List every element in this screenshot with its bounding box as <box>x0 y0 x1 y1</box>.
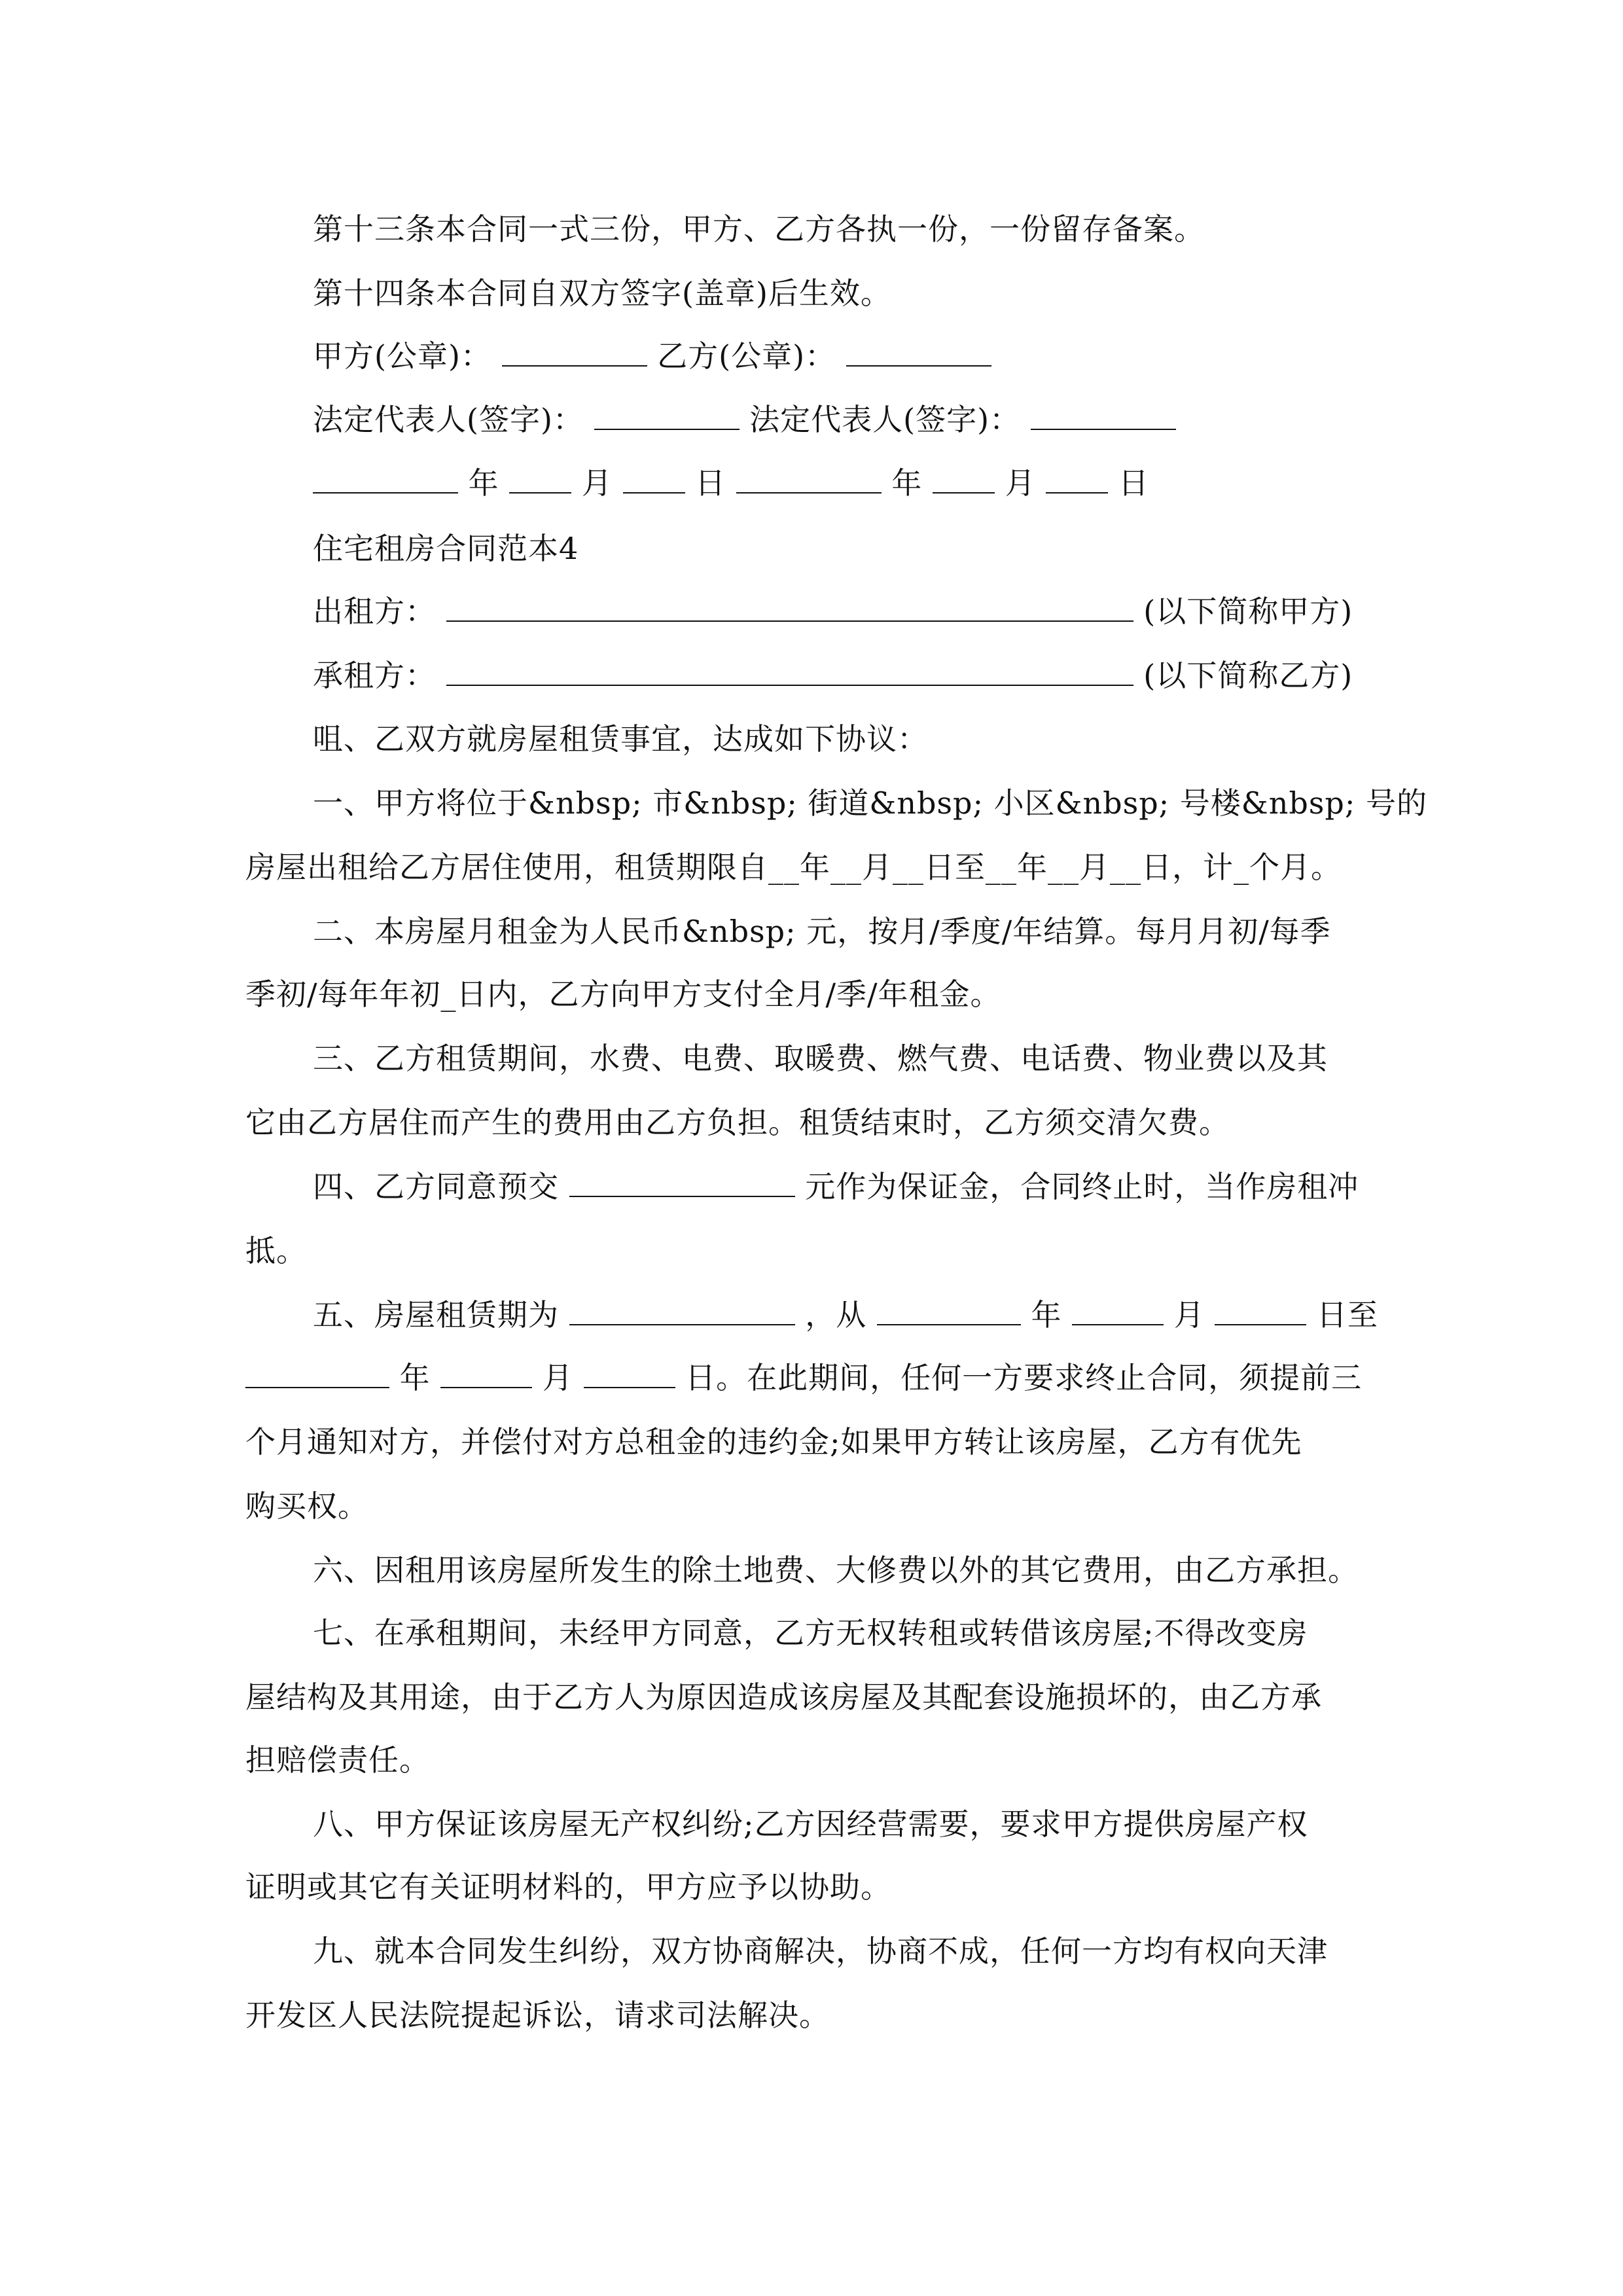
clause-13 <box>313 209 1465 249</box>
clause-4-text-1: 四、乙方同意预交 <box>313 1169 559 1204</box>
date-a-day: 日 <box>695 465 726 501</box>
date-b-month-blank <box>933 463 995 493</box>
clause-4-line-2 <box>245 1230 1397 1271</box>
clause-2-text-2: 季初/每年年初_日内，乙方向甲方支付全月/季/年租金。 <box>245 977 1001 1012</box>
lessor-line <box>313 591 1465 632</box>
clause-7-text-3: 担赔偿责任。 <box>245 1742 430 1778</box>
lessee-label: 承租方： <box>313 658 436 693</box>
clause-6-line-1 <box>313 1550 1465 1590</box>
clause-3-text-1: 三、乙方租赁期间，水费、电费、取暖费、燃气费、电话费、物业费以及其 <box>313 1041 1328 1076</box>
clause-13-text: 第十三条本合同一式三份，甲方、乙方各执一份，一份留存备案。 <box>313 211 1205 247</box>
party-b-representative-label: 法定代表人(签字)： <box>749 402 1021 437</box>
end-month: 月 <box>542 1360 573 1395</box>
agreement-intro-text: 咀、乙双方就房屋租赁事宜，达成如下协议： <box>313 721 928 757</box>
clause-5-text-4: 个月通知对方，并偿付对方总租金的违约金;如果甲方转让该房屋，乙方有优先 <box>245 1424 1302 1460</box>
party-b-seal-blank <box>846 336 991 367</box>
clause-4-text-3: 抵。 <box>245 1233 307 1268</box>
clause-5-line-3 <box>245 1422 1397 1462</box>
clause-1-text-1: 一、甲方将位于&nbsp; 市&nbsp; 街道&nbsp; 小区&nbsp; 号楼&nbsp; 号的 <box>313 785 1427 821</box>
end-year-blank <box>245 1358 389 1388</box>
clause-5-text-3: 日。在此期间，任何一方要求终止合同，须提前三 <box>685 1360 1363 1395</box>
end-month-blank <box>440 1358 532 1388</box>
clause-2-line-1 <box>313 911 1465 952</box>
party-b-seal-label: 乙方(公章)： <box>657 338 836 374</box>
lease-term-blank <box>569 1295 795 1325</box>
lessee-line <box>313 655 1465 696</box>
date-a-month-blank <box>509 463 571 493</box>
party-a-representative-label: 法定代表人(签字)： <box>313 402 584 437</box>
clause-14 <box>313 273 1465 314</box>
date-a-day-blank <box>623 463 685 493</box>
deposit-blank <box>569 1167 795 1197</box>
clause-7-line-3 <box>245 1740 1397 1780</box>
clause-4-text-2: 元作为保证金，合同终止时，当作房租冲 <box>805 1169 1359 1204</box>
section-title <box>313 528 1465 569</box>
clause-2-line-2 <box>245 974 1397 1014</box>
end-year: 年 <box>399 1360 431 1395</box>
lessor-blank <box>446 592 1133 622</box>
clause-7-text-2: 屋结构及其用途，由于乙方人为原因造成该房屋及其配套设施损坏的，由乙方承 <box>245 1679 1322 1715</box>
clause-5-text-1: 五、房屋租赁期为 <box>313 1297 559 1333</box>
clause-9-line-1 <box>313 1931 1465 1971</box>
lessee-note: (以下简称乙方) <box>1143 658 1353 693</box>
clause-5-line-2 <box>245 1357 1397 1398</box>
party-a-representative-blank <box>594 400 740 430</box>
date-b-day: 日 <box>1118 465 1149 501</box>
clause-7-text-1: 七、在承租期间，未经甲方同意，乙方无权转租或转借该房屋;不得改变房 <box>313 1615 1308 1651</box>
clause-8-line-1 <box>313 1804 1465 1844</box>
clause-3-line-2 <box>245 1102 1397 1143</box>
clause-1-text-2: 房屋出租给乙方居住使用，租赁期限自__年__月__日至__年__月__日，计_个月。 <box>245 850 1342 885</box>
clause-8-text-2: 证明或其它有关证明材料的，甲方应予以协助。 <box>245 1869 891 1905</box>
date-a-year-blank <box>313 463 458 493</box>
section-title-text: 住宅租房合同范本4 <box>313 531 579 566</box>
date-b-day-blank <box>1046 463 1108 493</box>
clause-3-line-1 <box>313 1038 1465 1079</box>
clause-2-text-1: 二、本房屋月租金为人民币&nbsp; 元，按月/季度/年结算。每月月初/每季 <box>313 914 1331 949</box>
date-b-year: 年 <box>891 465 923 501</box>
clause-5-line-1 <box>313 1295 1465 1335</box>
clause-1-line-1 <box>313 783 1465 823</box>
clause-14-text: 第十四条本合同自双方签字(盖章)后生效。 <box>313 276 891 311</box>
clause-9-text-2: 开发区人民法院提起诉讼，请求司法解决。 <box>245 1998 830 2033</box>
clause-1-line-2 <box>245 847 1397 888</box>
start-month-blank <box>1072 1295 1164 1325</box>
clause-9-line-2 <box>245 1995 1397 2036</box>
date-b-month: 月 <box>1005 465 1036 501</box>
agreement-intro <box>313 719 1465 759</box>
start-year: 年 <box>1031 1297 1062 1333</box>
clause-7-line-2 <box>245 1677 1397 1717</box>
start-month: 月 <box>1173 1297 1205 1333</box>
party-a-seal-label: 甲方(公章)： <box>313 338 491 374</box>
clause-5-text-5: 购买权。 <box>245 1488 368 1524</box>
clause-8-text-1: 八、甲方保证该房屋无产权纠纷;乙方因经营需要，要求甲方提供房屋产权 <box>313 1806 1308 1842</box>
date-b-year-blank <box>736 463 882 493</box>
representative-line <box>313 399 1465 440</box>
start-day-blank <box>1215 1295 1306 1325</box>
lessor-label: 出租方： <box>313 594 436 629</box>
party-b-representative-blank <box>1031 400 1176 430</box>
clause-3-text-2: 它由乙方居住而产生的费用由乙方负担。租赁结束时，乙方须交清欠费。 <box>245 1105 1230 1140</box>
clause-9-text-1: 九、就本合同发生纠纷，双方协商解决，协商不成，任何一方均有权向天津 <box>313 1933 1328 1969</box>
date-a-month: 月 <box>581 465 613 501</box>
clause-5-text-2: ，从 <box>805 1297 867 1333</box>
start-day: 日至 <box>1317 1297 1378 1333</box>
seal-line <box>313 336 1465 376</box>
clause-7-line-1 <box>313 1613 1465 1653</box>
party-a-seal-blank <box>502 336 647 367</box>
lessee-blank <box>446 656 1133 686</box>
clause-6-text: 六、因租用该房屋所发生的除土地费、大修费以外的其它费用，由乙方承担。 <box>313 1552 1359 1588</box>
clause-4-line-1 <box>313 1166 1465 1207</box>
clause-5-line-4 <box>245 1486 1397 1526</box>
start-year-blank <box>877 1295 1021 1325</box>
clause-8-line-2 <box>245 1867 1397 1907</box>
date-line <box>313 463 1465 503</box>
date-a-year: 年 <box>468 465 499 501</box>
lessor-note: (以下简称甲方) <box>1143 594 1353 629</box>
end-day-blank <box>584 1358 675 1388</box>
